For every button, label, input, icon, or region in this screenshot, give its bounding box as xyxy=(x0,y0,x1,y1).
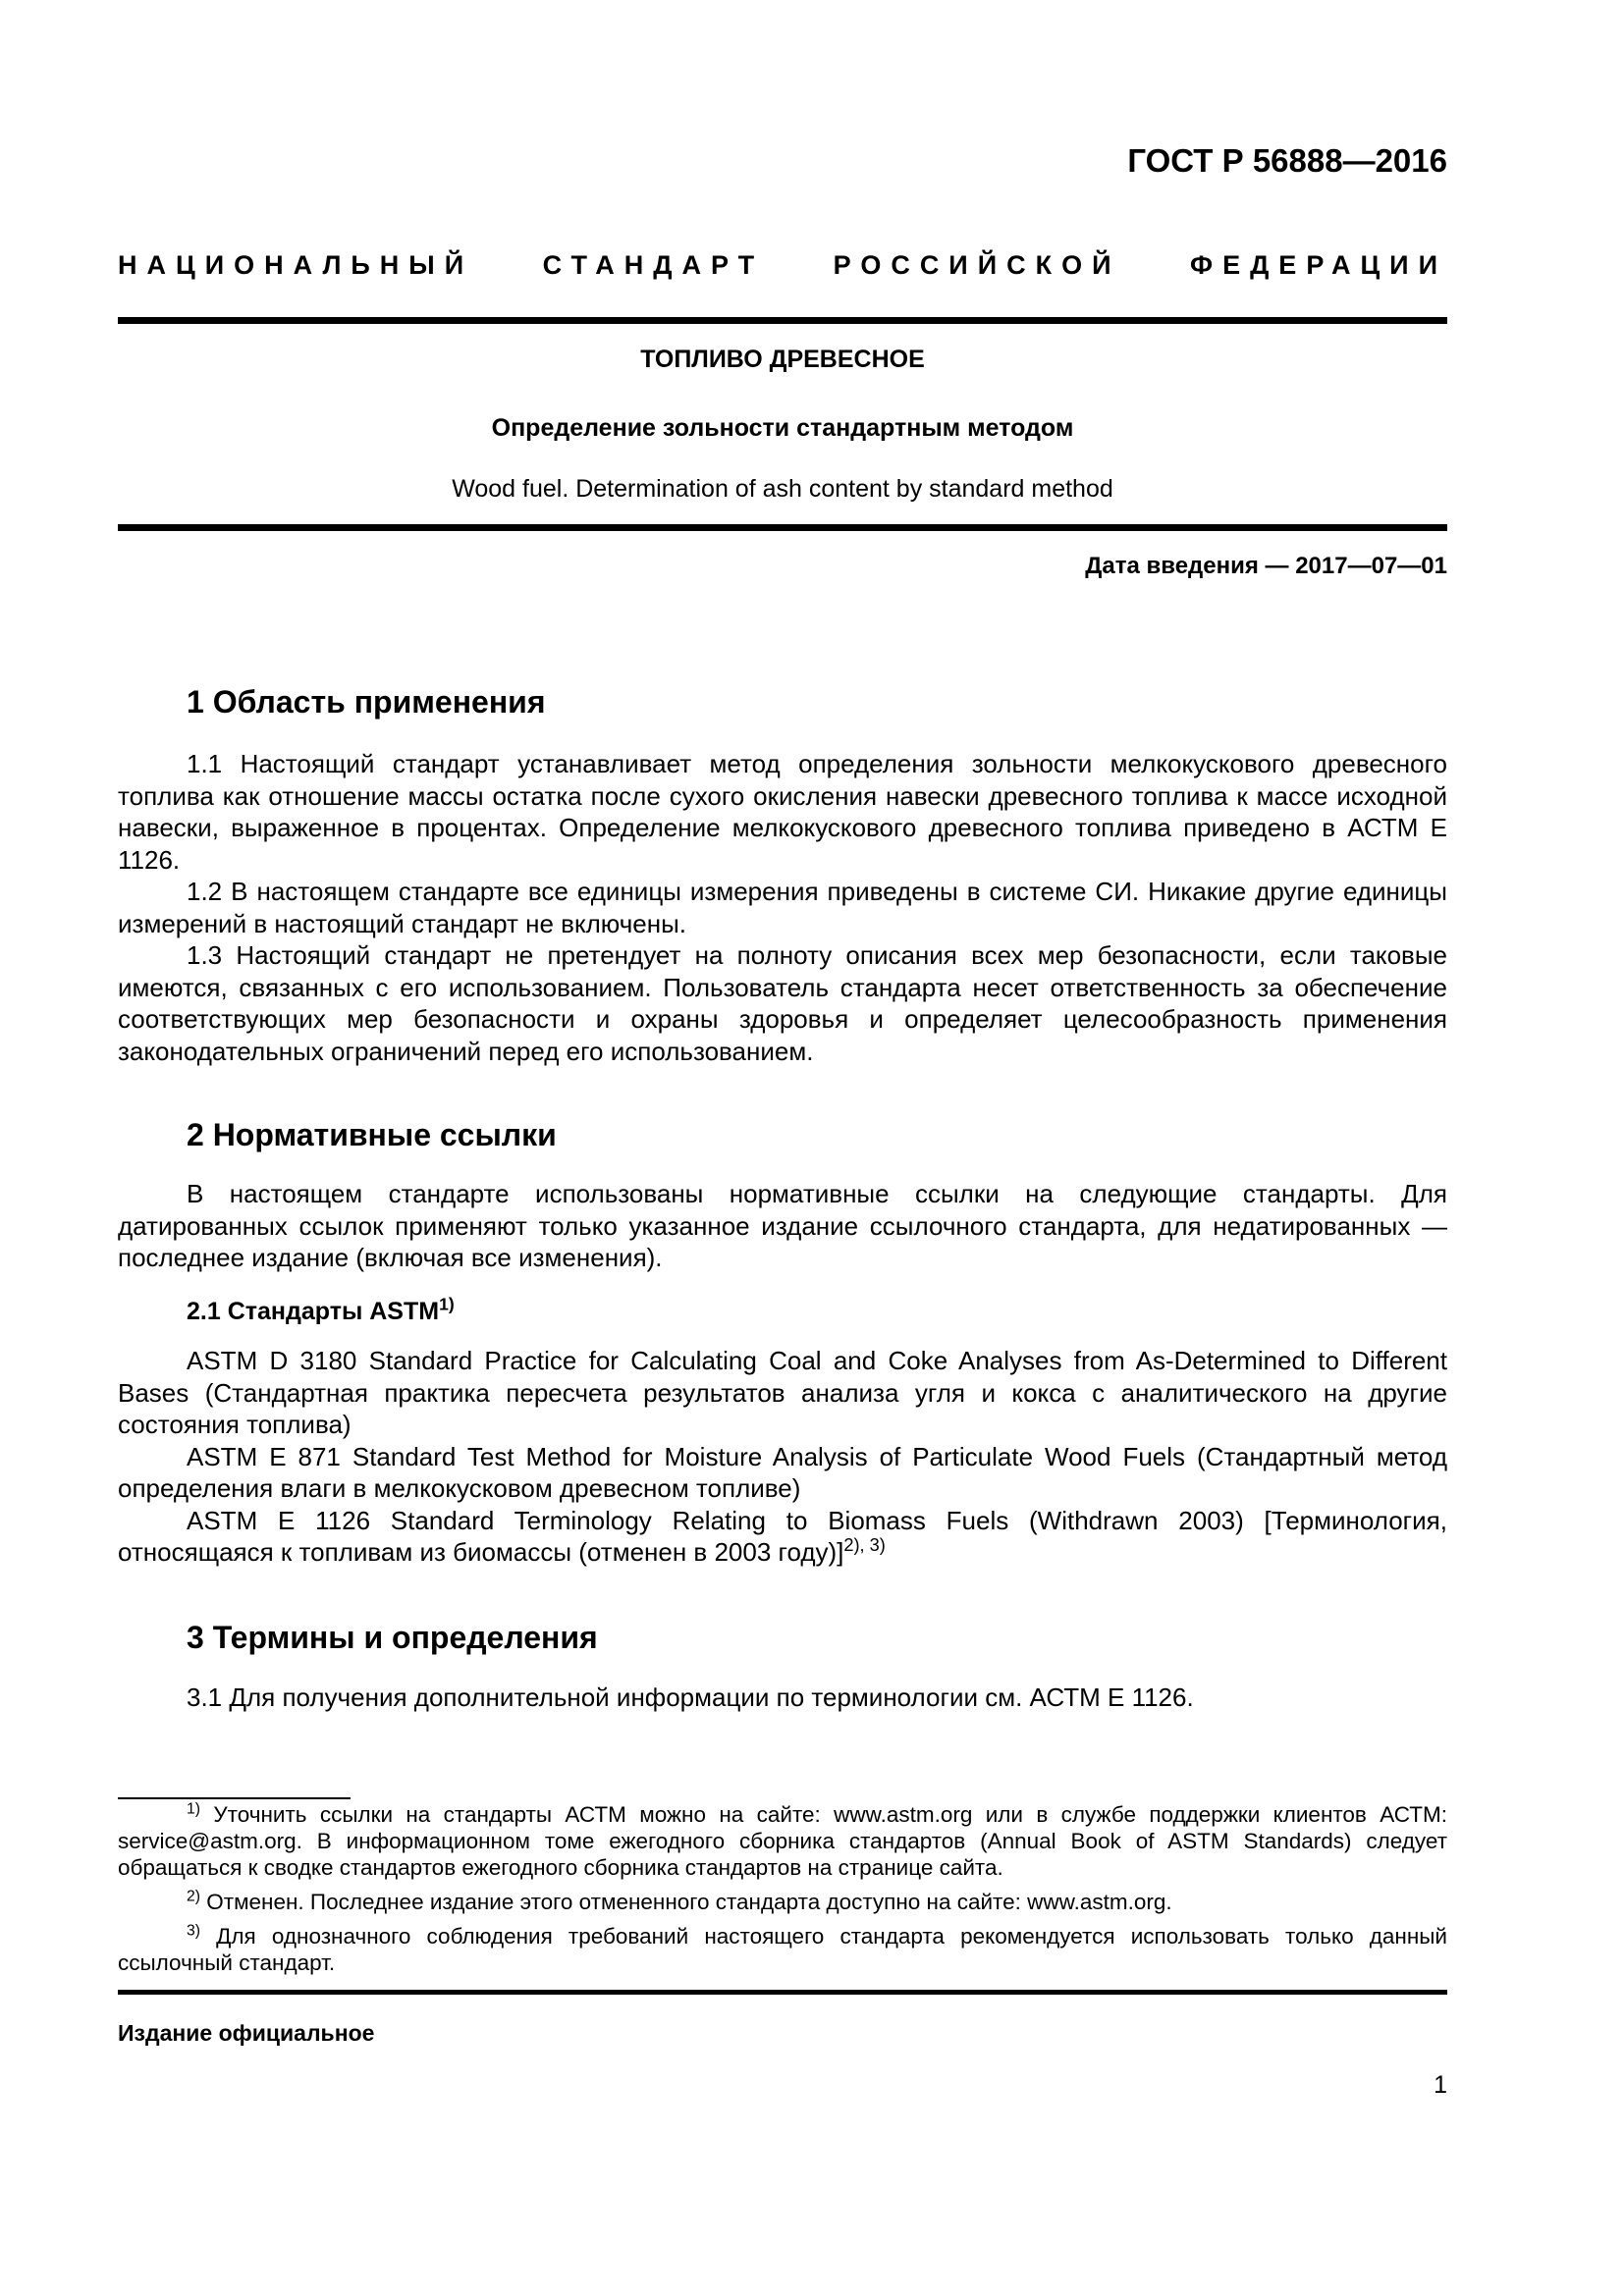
section-3-heading: 3 Термины и определения xyxy=(187,1620,598,1655)
reference-astm-e1126 xyxy=(118,1505,1447,1569)
english-title: Wood fuel. Determination of ash content by standard method xyxy=(452,475,1113,503)
footnote-2-text: Отменен. Последнее издание этого отмененного стандарта доступно на сайте: www.astm.org. xyxy=(200,1890,1172,1914)
footnote-1-text: Уточнить ссылки на стандарты АСТМ можно на сайте: www.astm.org или в службе поддержки клиентов АСТМ: service@astm.org. В информационном томе ежегодного сборника стандартов (Annual Book of ASTM Standards) следует обращаться к сводке стандартов ежегодного сборника стандартов на странице сайта. xyxy=(118,1802,1447,1880)
document-subtitle: Определение зольности стандартным методом xyxy=(491,414,1074,442)
top-rule xyxy=(118,317,1447,324)
footnote-2-mark: 2) xyxy=(187,1888,201,1905)
footer-rule xyxy=(118,1990,1447,1995)
footnote-separator xyxy=(118,1797,351,1799)
document-code: ГОСТ Р 56888—2016 xyxy=(1127,142,1447,179)
section-2-heading: 2 Нормативные ссылки xyxy=(187,1117,557,1152)
section-1-heading: 1 Область применения xyxy=(187,684,546,720)
subsection-2-1-label: 2.1 Стандарты ASTM xyxy=(187,1298,440,1325)
paragraph-1-1: 1.1 Настоящий стандарт устанавливает метод определения зольности мелкокускового древесного топлива как отношение массы остатка после сухого окисления навески древесного топлива к массе исходной навески, выраженное в процентах. Определение мелкокускового древесного топлива приведено в АСТМ Е 1126. xyxy=(118,749,1447,875)
footnote-3-mark: 3) xyxy=(187,1922,201,1940)
page-number: 1 xyxy=(1434,2071,1447,2099)
reference-astm-d3180: ASTM D 3180 Standard Practice for Calculating Coal and Coke Analyses from As-Determined to Different Bases (Стандартная практика пересчета результатов анализа угля и кокса с аналитического на другие состояния топлива) xyxy=(118,1346,1447,1439)
paragraph-1-3: 1.3 Настоящий стандарт не претендует на полноту описания всех мер безопасности, если таковые имеются, связанных с его использованием. Пользователь стандарта несет ответственность за обеспечение соответствующих мер безопасности и охраны здоровья и определяет целесообразность применения законодательных ограничений перед его использованием. xyxy=(118,940,1447,1066)
footnote-3-text: Для однозначного соблюдения требований настоящего стандарта рекомендуется использовать только данный ссылочный стандарт. xyxy=(118,1924,1447,1975)
official-edition-label: Издание официальное xyxy=(118,2020,375,2046)
paragraph-2-intro: В настоящем стандарте использованы нормативные ссылки на следующие стандарты. Для датированных ссылок применяют только указанное издание ссылочного стандарта, для недатированных — последнее издание (включая все изменения). xyxy=(118,1179,1447,1272)
reference-astm-e1126-text: ASTM E 1126 Standard Terminology Relating to Biomass Fuels (Withdrawn 2003) [Терминология, относящаяся к топливам из биомассы (отменен в 2003 году)] xyxy=(118,1505,1447,1567)
footnote-ref-2-3[interactable]: 2), 3) xyxy=(843,1535,886,1555)
footnotes xyxy=(118,1801,1447,1984)
footnote-ref-1[interactable]: 1) xyxy=(439,1294,455,1314)
footnote-1 xyxy=(118,1801,1447,1881)
national-standard-title: НАЦИОНАЛЬНЫЙ СТАНДАРТ РОССИЙСКОЙ ФЕДЕРАЦИИ xyxy=(118,250,1447,280)
introduction-date: Дата введения — 2017—07—01 xyxy=(1085,553,1447,579)
section-3-body xyxy=(118,1682,1447,1714)
astm-references xyxy=(118,1345,1447,1569)
footnote-3 xyxy=(118,1923,1447,1976)
section-1-body xyxy=(118,748,1447,1067)
document-title: ТОПЛИВО ДРЕВЕСНОЕ xyxy=(640,346,925,373)
paragraph-3-1: 3.1 Для получения дополнительной информации по терминологии см. АСТМ Е 1126. xyxy=(187,1682,1194,1712)
title-bottom-rule xyxy=(118,524,1447,531)
section-2-body xyxy=(118,1178,1447,1274)
footnote-1-mark: 1) xyxy=(187,1800,201,1818)
reference-astm-e871: ASTM E 871 Standard Test Method for Moisture Analysis of Particulate Wood Fuels (Стандартный метод определения влаги в мелкокусковом древесном топливе) xyxy=(118,1441,1447,1503)
footnote-2 xyxy=(118,1889,1447,1915)
subsection-2-1-heading xyxy=(187,1294,455,1326)
paragraph-1-2: 1.2 В настоящем стандарте все единицы измерения приведены в системе СИ. Никакие другие единицы измерений в настоящий стандарт не включены. xyxy=(118,877,1447,938)
